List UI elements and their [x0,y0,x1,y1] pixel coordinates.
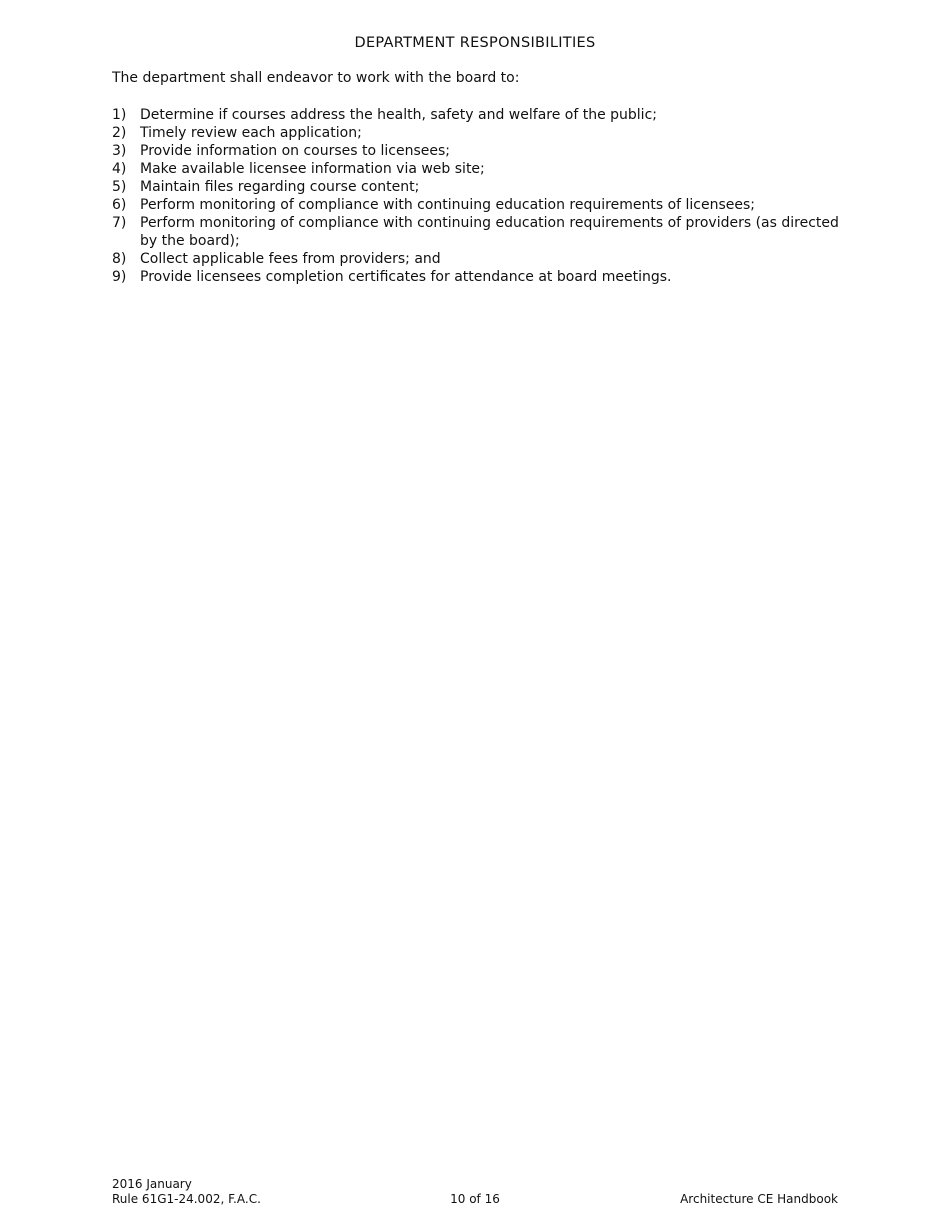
list-item-text: Determine if courses address the health, safety and welfare of the public; [140,107,657,123]
footer-row [112,1192,838,1207]
list-item-text: Make available licensee information via web site; [140,161,485,177]
list-item [112,268,847,286]
list-item-number: 9) [112,269,127,285]
list-item-number: 1) [112,107,127,123]
list-item-number: 6) [112,197,127,213]
footer-date: 2016 January [112,1177,192,1191]
list-item [112,214,847,250]
list-item-text: Timely review each application; [140,125,362,141]
list-item-number: 2) [112,125,127,141]
list-item [112,250,847,268]
responsibilities-list [112,106,847,286]
list-item [112,178,847,196]
footer-rule: Rule 61G1-24.002, F.A.C. [112,1192,261,1206]
list-item-text: Perform monitoring of compliance with continuing education requirements of licensees; [140,197,756,213]
page-title: DEPARTMENT RESPONSIBILITIES [354,35,596,51]
list-item [112,160,847,178]
list-item-number: 5) [112,179,127,195]
list-item-text: Provide licensees completion certificates for attendance at board meetings. [140,269,672,285]
list-item [112,142,847,160]
list-item [112,124,847,142]
intro-paragraph: The department shall endeavor to work with the board to: [112,70,520,86]
list-item-number: 8) [112,251,127,267]
list-item-number: 3) [112,143,127,159]
list-item-text: Maintain files regarding course content; [140,179,420,195]
list-item-number: 4) [112,161,127,177]
footer-page-number: 10 of 16 [450,1192,500,1206]
list-item [112,106,847,124]
list-item [112,196,847,214]
list-item-text: Provide information on courses to licensees; [140,143,451,159]
list-item-number: 7) [112,215,127,231]
footer-handbook-title: Architecture CE Handbook [680,1192,838,1206]
list-item-text: Collect applicable fees from providers; and [140,251,441,267]
list-item-text: Perform monitoring of compliance with continuing education requirements of providers (as directed by the board); [140,215,839,249]
